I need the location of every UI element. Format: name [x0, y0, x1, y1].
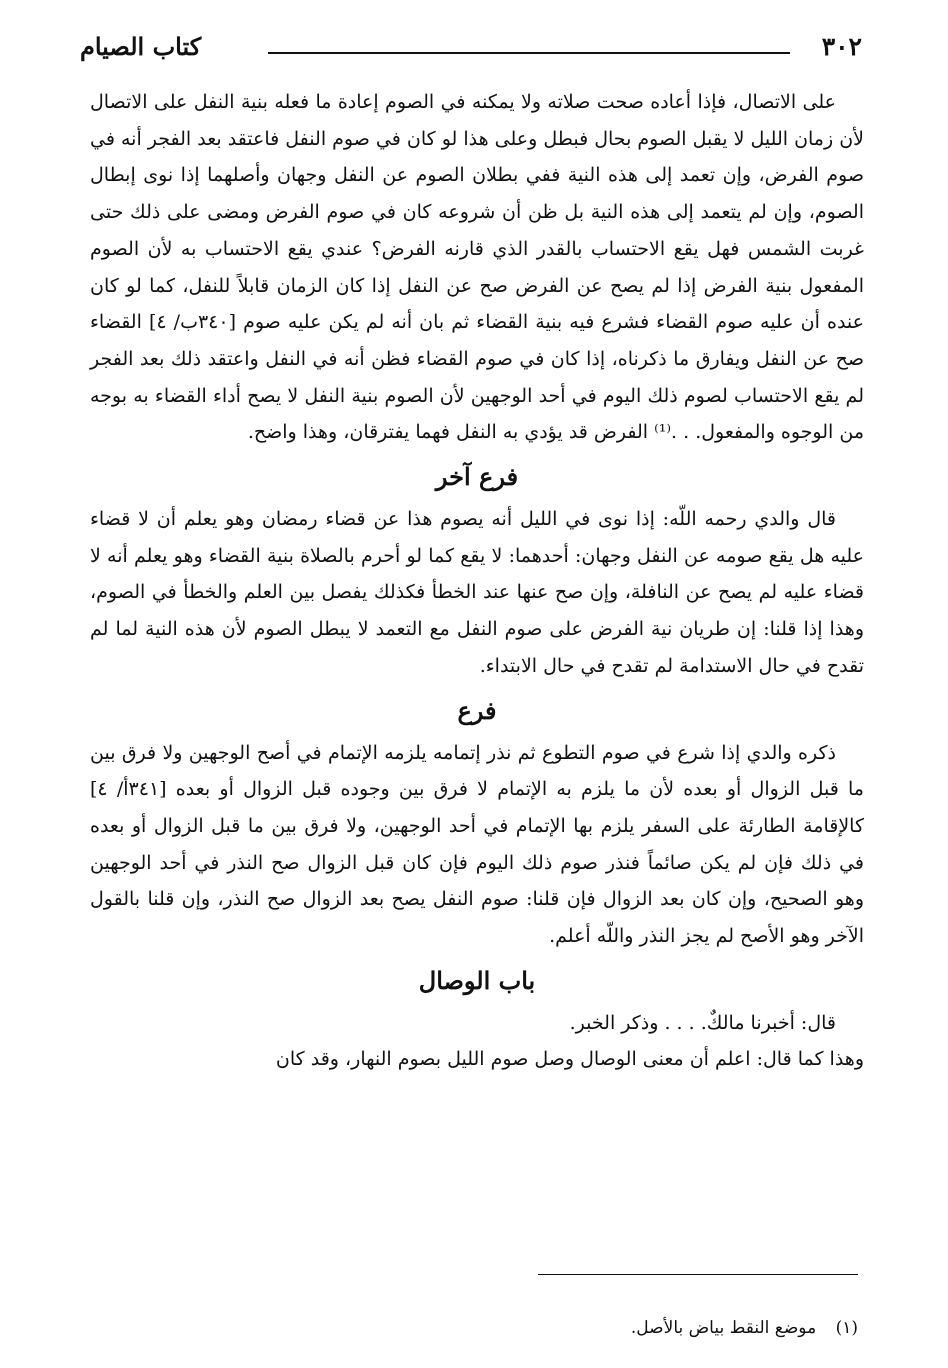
chapter-heading: باب الوصال	[418, 965, 536, 995]
paragraph: قال والدي رحمه اللّه: إذا نوى في الليل أنه يصوم هذا عن قضاء رمضان وهو يعلم أن لا قضاء عليه هل يقع صومه عن النفل وجهان: أحدهما: لا يقع كما لو أحرم بالصلاة بنية القضاء وهو يعلم أنه لا قضاء عليه لم يصح عن النافلة، وإن صح عنها عند الخطأ فكذلك يفصل بين العلم والخطأ في الصوم، وهذا إذا قلنا: إن طريان نية الفرض على صوم النفل مع التعمد لا يبطل الصوم لأن هذه النية لما لم تقدح في حال الاستدامة لم تقدح في حال الابتداء.	[90, 508, 864, 677]
page-header	[80, 30, 862, 70]
paragraph: ذكره والدي إذا شرع في صوم التطوع ثم نذر إتمامه يلزمه الإتمام في أصح الوجهين ولا فرق بين ما قبل الزوال أو بعده لأن ما يلزم به الإتمام لا فرق بين وجوده قبل الزوال أو بعده [٣٤١أ/ ٤] كالإقامة الطارئة على السفر يلزم بها الإتمام في أحد الوجهين، ولا فرق بين ما قبل الزوال أو بعده في ذلك فإن لم يكن صائماً فنذر صوم ذلك اليوم فإن كان قبل الزوال صح النذر في أحد الوجهين وهو الصحيح، وإن كان بعد الزوال فإن قلنا: صوم النفل يصح بعد الزوال صح النذر، وإن قلنا بالقول الآخر وهو الأصح لم يجز النذر واللّه أعلم.	[90, 741, 864, 948]
book-title: كتاب الصيام	[80, 32, 202, 61]
footnote-text: موضع النقط بياض بالأصل.	[630, 1318, 817, 1338]
section-heading: فرع آخر	[435, 462, 519, 492]
footnote	[631, 1318, 858, 1338]
paragraph: قال: أخبرنا مالكٌ. . . . وذكر الخبر.	[569, 1011, 836, 1034]
section-heading: فرع	[457, 695, 497, 725]
page-body	[90, 84, 864, 1078]
header-rule	[268, 52, 790, 54]
footnote-divider	[538, 1274, 858, 1275]
paragraph: على الاتصال، فإذا أعاده صحت صلاته ولا يمكنه في الصوم إعادة ما فعله بنية النفل على الاتصال لأن زمان الليل لا يقبل الصوم بحال فبطل وعلى هذا لو كان في صوم النفل فاعتقد بعد الفجر أنه في صوم الفرض، وإن تعمد إلى هذه النية ففي بطلان الصوم عن النفل وجهان وأصلهما إذا نوى إبطال الصوم، وإن لم يتعمد إلى هذه النية بل ظن أن شروعه كان في صوم الفرض ومضى على ذلك حتى غربت الشمس فهل يقع الاحتساب بالقدر الذي قارنه الفرض؟ عندي يقع الاحتساب به لأن الصوم المفعول بنية الفرض إذا لم يصح عن الفرض صح عن النفل إذا كان الزمان قابلاً للنفل، كما لو كان عنده أن عليه صوم القضاء فشرع فيه بنية القضاء ثم بان أنه لم يكن عليه صوم [٣٤٠ب/ ٤] القضاء صح عن النفل ويفارق ما ذكرناه، إذا كان في صوم القضاء فظن أنه في النفل واعتقد ذلك بعد الفجر لم يقع الاحتساب لصوم ذلك اليوم في أحد الوجهين لأن الصوم بنية النفل لا يصح أداء القضاء به بوجه من الوجوه والمفعول. . .⁽¹⁾ الفرض قد يؤدي به النفل فهما يفترقان، وهذا واضح.	[90, 91, 864, 444]
footnote-number: (١)	[835, 1318, 858, 1338]
page-number: ٣٠٢	[821, 32, 862, 61]
paragraph: وهذا كما قال: اعلم أن معنى الوصال وصل صوم الليل بصوم النهار، وقد كان	[275, 1048, 864, 1071]
